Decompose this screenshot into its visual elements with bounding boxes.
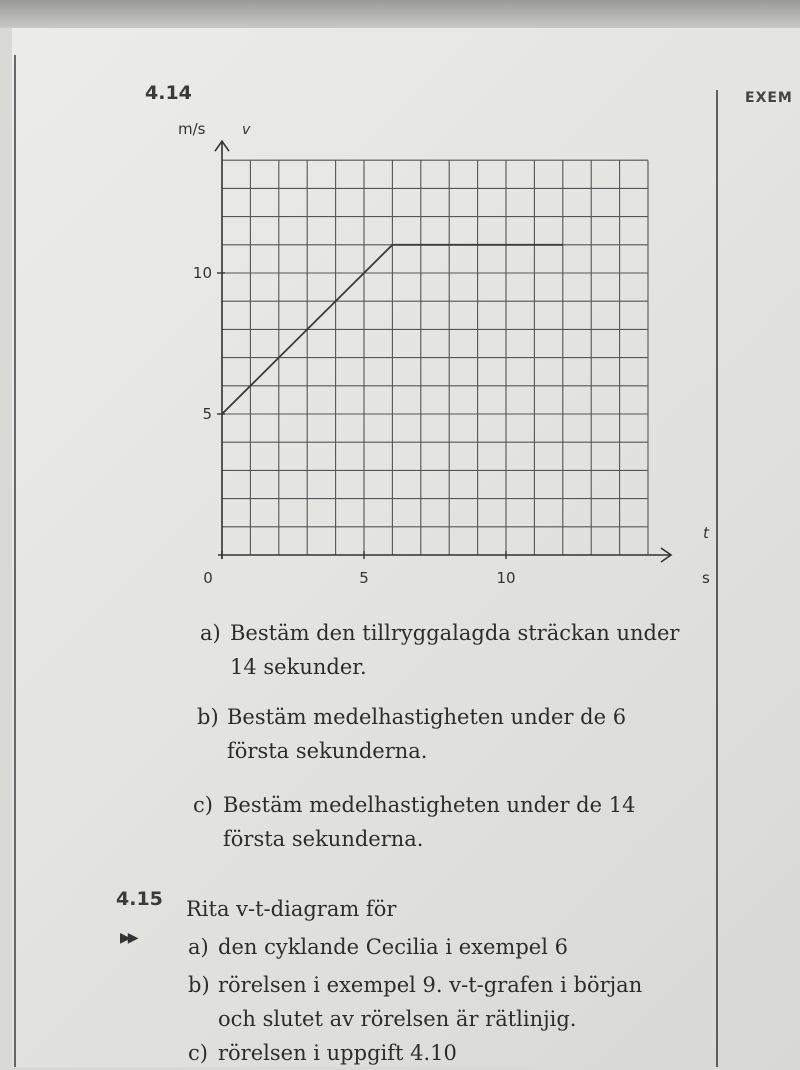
question-b-line-1: Bestäm medelhastigheten under de 6 <box>227 705 627 729</box>
y-tick-label: 5 <box>202 405 212 423</box>
x-unit-label: s <box>702 569 710 587</box>
margin-heading: EXEM <box>745 90 793 106</box>
question-b <box>197 700 626 768</box>
x-tick-label: 10 <box>496 569 516 587</box>
y-tick-label: 10 <box>192 264 212 282</box>
chart-ticks <box>193 264 516 587</box>
x-symbol-label: t <box>703 524 709 542</box>
item-b-label: b) <box>188 973 210 997</box>
y-symbol-label: v <box>242 122 251 138</box>
question-c <box>193 788 635 856</box>
item-a-line-1: den cyklande Cecilia i exempel 6 <box>218 935 568 959</box>
question-b-label: b) <box>197 705 219 729</box>
x-tick-label: 5 <box>359 569 369 587</box>
exercise-number-4-15: 4.15 <box>116 888 163 910</box>
double-arrow-icon: ▶▶ <box>120 930 136 946</box>
item-a-label: a) <box>188 935 209 959</box>
y-unit-label: m/s <box>178 120 206 138</box>
question-a-line-1: Bestäm den tillryggalagda sträckan under <box>230 621 680 645</box>
item-c-label: c) <box>188 1041 208 1065</box>
exercise-4-15-item-b <box>188 968 642 1036</box>
exercise-4-15-item-a <box>188 930 568 964</box>
item-c-line-1: rörelsen i uppgift 4.10 <box>218 1041 457 1065</box>
question-c-line-2: första sekunderna. <box>223 827 424 851</box>
question-b-line-2: första sekunderna. <box>227 739 428 763</box>
chart-grid <box>222 160 648 555</box>
question-a-label: a) <box>200 621 221 645</box>
question-c-label: c) <box>193 793 213 817</box>
exercise-4-15-item-c <box>188 1036 457 1070</box>
exercise-4-15-title: Rita v-t-diagram för <box>186 897 397 921</box>
question-c-line-1: Bestäm medelhastigheten under de 14 <box>223 793 636 817</box>
item-b-line-2: och slutet av rörelsen är rätlinjig. <box>218 1007 577 1031</box>
question-a <box>200 616 679 684</box>
question-a-line-2: 14 sekunder. <box>230 655 367 679</box>
item-b-line-1: rörelsen i exempel 9. v-t-grafen i början <box>218 973 643 997</box>
exercise-number-4-14: 4.14 <box>145 82 192 104</box>
x-tick-label: 0 <box>203 569 213 587</box>
